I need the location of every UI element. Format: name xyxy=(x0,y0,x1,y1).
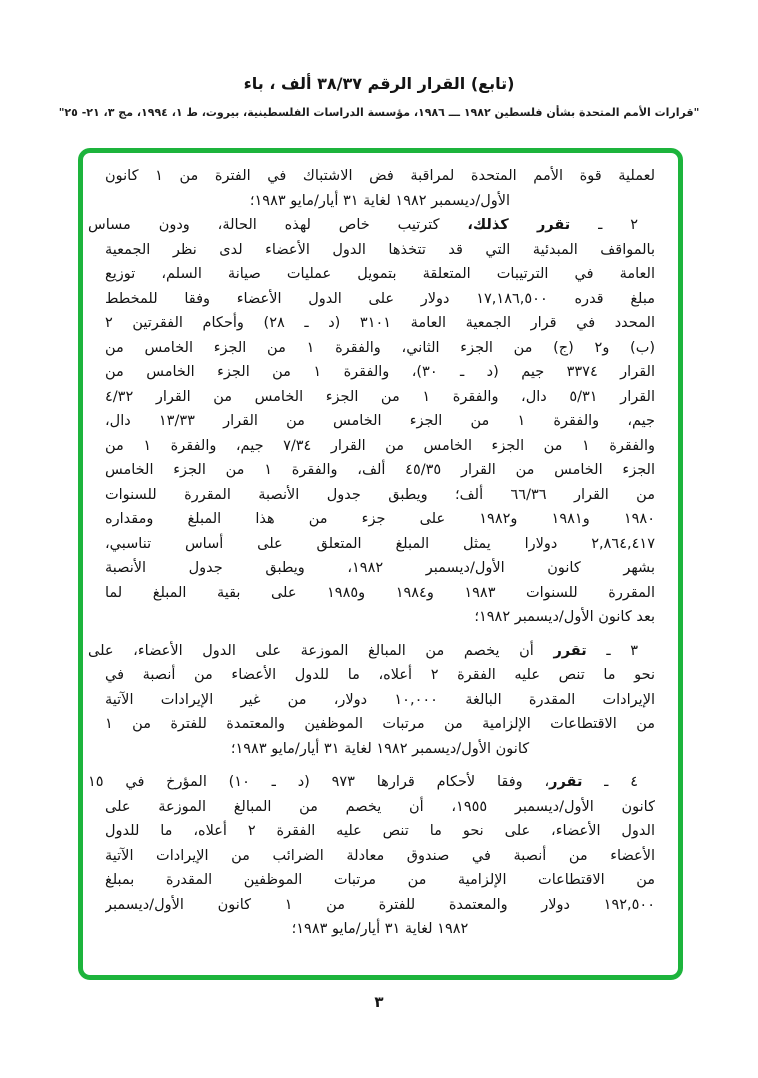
bold-text-segment: تقرر كذلك، xyxy=(467,217,571,233)
text-segment: لعملية قوة الأمم المتحدة لمراقبة فض الاشتباك في الفترة من ١ كانون xyxy=(105,168,655,184)
text-segment: من الاقتطاعات الإلزامية من مرتبات الموظفين والمعتمدة للفترة من ١ xyxy=(105,716,655,732)
text-segment: من الاقتطاعات الإلزامية من مرتبات الموظفين المقدرة بمبلغ xyxy=(105,872,655,888)
text-segment: بشهر كانون الأول/ديسمبر ١٩٨٢، ويطبق جدول الأنصبة xyxy=(105,560,655,576)
text-segment: القرار ٥/٣١ دال، والفقرة ١ من الجزء الخامس من القرار ٤/٣٢ xyxy=(105,388,655,405)
paragraph xyxy=(88,213,655,630)
text-line xyxy=(105,238,655,263)
text-line xyxy=(105,458,655,483)
text-line xyxy=(105,385,655,410)
text-line xyxy=(105,605,655,630)
text-line xyxy=(105,581,655,606)
text-line xyxy=(105,189,655,214)
text-segment: ٢ ـ xyxy=(570,217,638,233)
text-segment: (ب) و٢ (ج) من الجزء الثاني، والفقرة ١ من الجزء الخامس من xyxy=(105,339,655,356)
text-segment: ١٩٨٠ و١٩٨١ و١٩٨٢ على جزء من هذا المبلغ ومقداره xyxy=(105,511,655,527)
text-segment: أن يخصم من المبالغ الموزعة على الدول الأعضاء، على xyxy=(88,642,554,659)
text-line xyxy=(105,483,655,508)
text-segment: الجزء الخامس من القرار ٤٥/٣٥ ألف، والفقرة ١ من الجزء الخامس xyxy=(105,462,655,478)
page-header-title: (تابع) القرار الرقم ٣٨/٣٧ ألف ، باء xyxy=(243,74,515,93)
paragraph xyxy=(88,770,655,942)
text-segment: كانون الأول/ديسمبر ١٩٥٥، أن يخصم من المبالغ الموزعة على xyxy=(105,798,655,815)
text-line xyxy=(105,819,655,844)
text-line xyxy=(88,639,655,664)
page-header-source: "قرارات الأمم المتحدة بشأن فلسطين ١٩٨٢ ـــ ١٩٨٦، مؤسسة الدراسات الفلسطينية، بيروت، ط ١، ١٩٩٤، مج ٣، ٢١- ٢٥" xyxy=(58,106,700,119)
text-line xyxy=(105,336,655,361)
text-line xyxy=(105,164,655,189)
text-segment: نحو ما تنص عليه الفقرة ٢ أعلاه، ما للدول الأعضاء من أنصبة في xyxy=(105,667,655,683)
text-segment: الأعضاء من أنصبة في صندوق معادلة الضرائب من الإيرادات الآتية xyxy=(105,847,655,864)
text-line xyxy=(105,795,655,820)
text-segment: جيم، والفقرة ١ من الجزء الخامس من القرار ١٣/٣٣ دال، xyxy=(105,413,655,429)
text-segment: المقررة للسنوات ١٩٨٣ و١٩٨٤ و١٩٨٥ على بقية المبلغ لما xyxy=(105,584,655,601)
text-line xyxy=(105,844,655,869)
text-segment: الأول/ديسمبر ١٩٨٢ لغاية ٣١ أيار/مايو ١٩٨٣؛ xyxy=(249,192,511,209)
text-line xyxy=(105,532,655,557)
text-segment: العامة في الترتيبات المتعلقة بتمويل عمليات صيانة السلم، توزيع xyxy=(105,266,655,282)
text-segment: والفقرة ١ من الجزء الخامس من القرار ٧/٣٤ جيم، والفقرة ١ من xyxy=(105,437,655,454)
text-segment: ١٩٢,٥٠٠ دولار والمعتمدة للفترة من ١ كانون الأول/ديسمبر xyxy=(105,896,655,913)
page-number: ٣ xyxy=(374,993,384,1011)
text-line xyxy=(105,360,655,385)
text-line xyxy=(88,213,655,238)
text-line xyxy=(105,893,655,918)
text-line xyxy=(105,737,655,762)
text-line xyxy=(105,287,655,312)
text-segment: كانون الأول/ديسمبر ١٩٨٢ لغاية ٣١ أيار/مايو ١٩٨٣؛ xyxy=(230,740,530,757)
text-segment: المحدد في قرار الجمعية العامة ٣١٠١ (د ـ ٢٨) وأحكام الفقرتين ٢ xyxy=(105,315,655,331)
text-line xyxy=(105,868,655,893)
text-line xyxy=(105,663,655,688)
text-line xyxy=(105,262,655,287)
text-segment: القرار ٣٣٧٤ جيم (د ـ ٣٠)، والفقرة ١ من الجزء الخامس من xyxy=(105,364,655,380)
text-line xyxy=(105,917,655,942)
bold-text-segment: تقرر xyxy=(549,774,583,790)
text-segment: الدول الأعضاء، على نحو ما تنص عليه الفقرة ٢ أعلاه، ما للدول xyxy=(105,823,655,839)
text-segment: بالمواقف المبدئية التي قد تتخذها الدول الأعضاء لدى نظر الجمعية xyxy=(105,241,655,258)
text-line xyxy=(105,409,655,434)
paragraph xyxy=(88,639,655,762)
bold-text-segment: تقرر xyxy=(553,642,587,659)
paragraph xyxy=(105,164,655,213)
text-line xyxy=(105,507,655,532)
text-segment: من القرار ٦٦/٣٦ ألف؛ ويطبق جدول الأنصبة المقررة للسنوات xyxy=(105,486,655,503)
text-line xyxy=(88,770,655,795)
text-segment: ١٩٨٢ لغاية ٣١ أيار/مايو ١٩٨٣؛ xyxy=(291,921,469,937)
text-line xyxy=(105,434,655,459)
text-segment: ٤ ـ xyxy=(582,774,639,790)
text-segment: ، وفقا لأحكام قرارها ٩٧٣ (د ـ ١٠) المؤرخ في ١٥ xyxy=(88,774,550,790)
text-line xyxy=(105,311,655,336)
document-text-block xyxy=(88,164,655,942)
text-segment: مبلغ قدره ١٧,١٨٦,٥٠٠ دولار على الدول الأعضاء وفقا للمخطط xyxy=(105,290,655,307)
text-line xyxy=(105,712,655,737)
text-line xyxy=(105,556,655,581)
text-line xyxy=(105,688,655,713)
text-segment: بعد كانون الأول/ديسمبر ١٩٨٢؛ xyxy=(474,609,655,625)
text-segment: كترتيب خاص لهذه الحالة، ودون مساس xyxy=(88,217,468,233)
text-segment: الإيرادات المقدرة البالغة ١٠,٠٠٠ دولار، من غير الإيرادات الآتية xyxy=(105,691,655,708)
text-segment: ٣ ـ xyxy=(586,642,639,659)
text-segment: ٢,٨٦٤,٤١٧ دولارا يمثل المبلغ المتعلق على أساس تناسبي، xyxy=(105,535,655,552)
